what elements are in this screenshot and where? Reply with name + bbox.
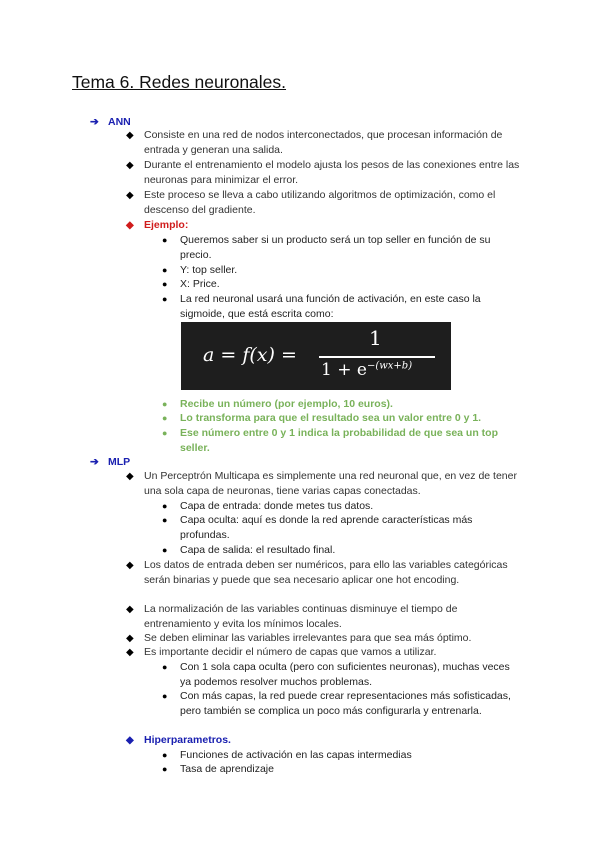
list-item: ● Y: top seller. <box>162 264 238 276</box>
list-item: ● Funciones de activación en las capas intermedias <box>162 749 412 761</box>
formula-exponent: −(wx+b) <box>366 360 413 372</box>
diamond-bullet-icon: ◆ <box>126 471 134 482</box>
dot-bullet-icon: ● <box>162 545 168 555</box>
section-mlp-heading <box>90 456 130 468</box>
list-item: ◆ Es importante decidir el número de capas que vamos a utilizar. <box>126 646 437 658</box>
formula-denominator: $1 + e^{-(wx+b)}$ <box>321 360 413 380</box>
dot-bullet-icon: ● <box>162 501 168 511</box>
list-item: ● Ese número entre 0 y 1 indica la probabilidad de que sea un top seller. <box>162 427 498 454</box>
list-item: ● Lo transforma para que el resultado sea un valor entre 0 y 1. <box>162 412 482 424</box>
list-item: ◆ Durante el entrenamiento el modelo ajusta los pesos de las conexiones entre las neuronas para minimizar el error. <box>126 159 520 186</box>
hyperparameters-label: ◆ Hiperparametros. <box>126 734 231 746</box>
page-title: Tema 6. Redes neuronales. <box>72 72 287 92</box>
list-item: ● Con más capas, la red puede crear representaciones más sofisticadas, pero también se complica un poco más configurarla y entrenarla. <box>162 690 511 717</box>
formula-numerator: 1 <box>369 326 382 350</box>
diamond-bullet-icon: ◆ <box>126 130 134 141</box>
list-item: ◆ Este proceso se lleva a cabo utilizando algoritmos de optimización, como el descenso del gradiente. <box>126 189 496 216</box>
list-item: ● Tasa de aprendizaje <box>162 763 274 775</box>
list-item: ● Con 1 sola capa oculta (pero con suficientes neuronas), muchas veces ya podemos resolver muchos problemas. <box>162 661 510 688</box>
arrow-right-icon: ➔ <box>90 456 99 468</box>
dot-bullet-icon: ● <box>162 265 168 275</box>
example-label: ◆ Ejemplo: <box>126 219 189 231</box>
sigmoid-formula-image <box>181 322 451 390</box>
dot-bullet-icon: ● <box>162 691 168 701</box>
diamond-bullet-icon: ◆ <box>126 190 134 201</box>
diamond-bullet-icon: ◆ <box>126 160 134 171</box>
diamond-bullet-icon: ◆ <box>126 604 134 615</box>
dot-bullet-icon: ● <box>162 662 168 672</box>
list-item: ● Capa de salida: el resultado final. <box>162 544 336 556</box>
list-item: ● Recibe un número (por ejemplo, 10 euros). <box>162 398 393 410</box>
dot-bullet-icon: ● <box>162 413 168 423</box>
dot-bullet-icon: ● <box>162 515 168 525</box>
section-ann-heading <box>90 116 131 128</box>
dot-bullet-icon: ● <box>162 750 168 760</box>
section-label: MLP <box>108 456 131 468</box>
formula-lhs: a = f(x) = <box>203 344 297 366</box>
fraction-line <box>319 356 435 358</box>
list-item: ◆ Consiste en una red de nodos interconectados, que procesan información de entrada y generan una salida. <box>126 129 503 156</box>
dot-bullet-icon: ● <box>162 428 168 438</box>
list-item: ◆ Un Perceptrón Multicapa es simplemente una red neuronal que, en vez de tener una sola capa de neuronas, tiene varias capas conectadas. <box>126 470 517 497</box>
list-item: ● Queremos saber si un producto será un top seller en función de su precio. <box>162 234 491 261</box>
dot-bullet-icon: ● <box>162 764 168 774</box>
list-item: ◆ La normalización de las variables continuas disminuye el tiempo de entrenamiento y evita los mínimos locales. <box>126 603 458 630</box>
dot-bullet-icon: ● <box>162 235 168 245</box>
diamond-bullet-icon: ◆ <box>126 647 134 658</box>
diamond-bullet-icon: ◆ <box>126 633 134 644</box>
list-item: ◆ Los datos de entrada deben ser numéricos, para ello las variables categóricas serán binarias y puede que sea necesario aplicar one hot encoding. <box>126 559 508 586</box>
dot-bullet-icon: ● <box>162 399 168 409</box>
dot-bullet-icon: ● <box>162 294 168 304</box>
list-item: ● Capa oculta: aquí es donde la red aprende características más profundas. <box>162 514 473 541</box>
dot-bullet-icon: ● <box>162 279 168 289</box>
list-item: ◆ Se deben eliminar las variables irrelevantes para que sea más óptimo. <box>126 632 472 644</box>
diamond-bullet-icon: ◆ <box>126 560 134 571</box>
section-label: ANN <box>108 116 131 128</box>
diamond-bullet-icon: ◆ <box>126 220 134 231</box>
arrow-right-icon: ➔ <box>90 116 99 128</box>
list-item: ● Capa de entrada: donde metes tus datos. <box>162 500 374 512</box>
diamond-bullet-icon: ◆ <box>126 735 134 746</box>
list-item: ● X: Price. <box>162 278 220 290</box>
list-item: ● La red neuronal usará una función de activación, en este caso la sigmoide, que está escrita como: <box>162 293 481 320</box>
